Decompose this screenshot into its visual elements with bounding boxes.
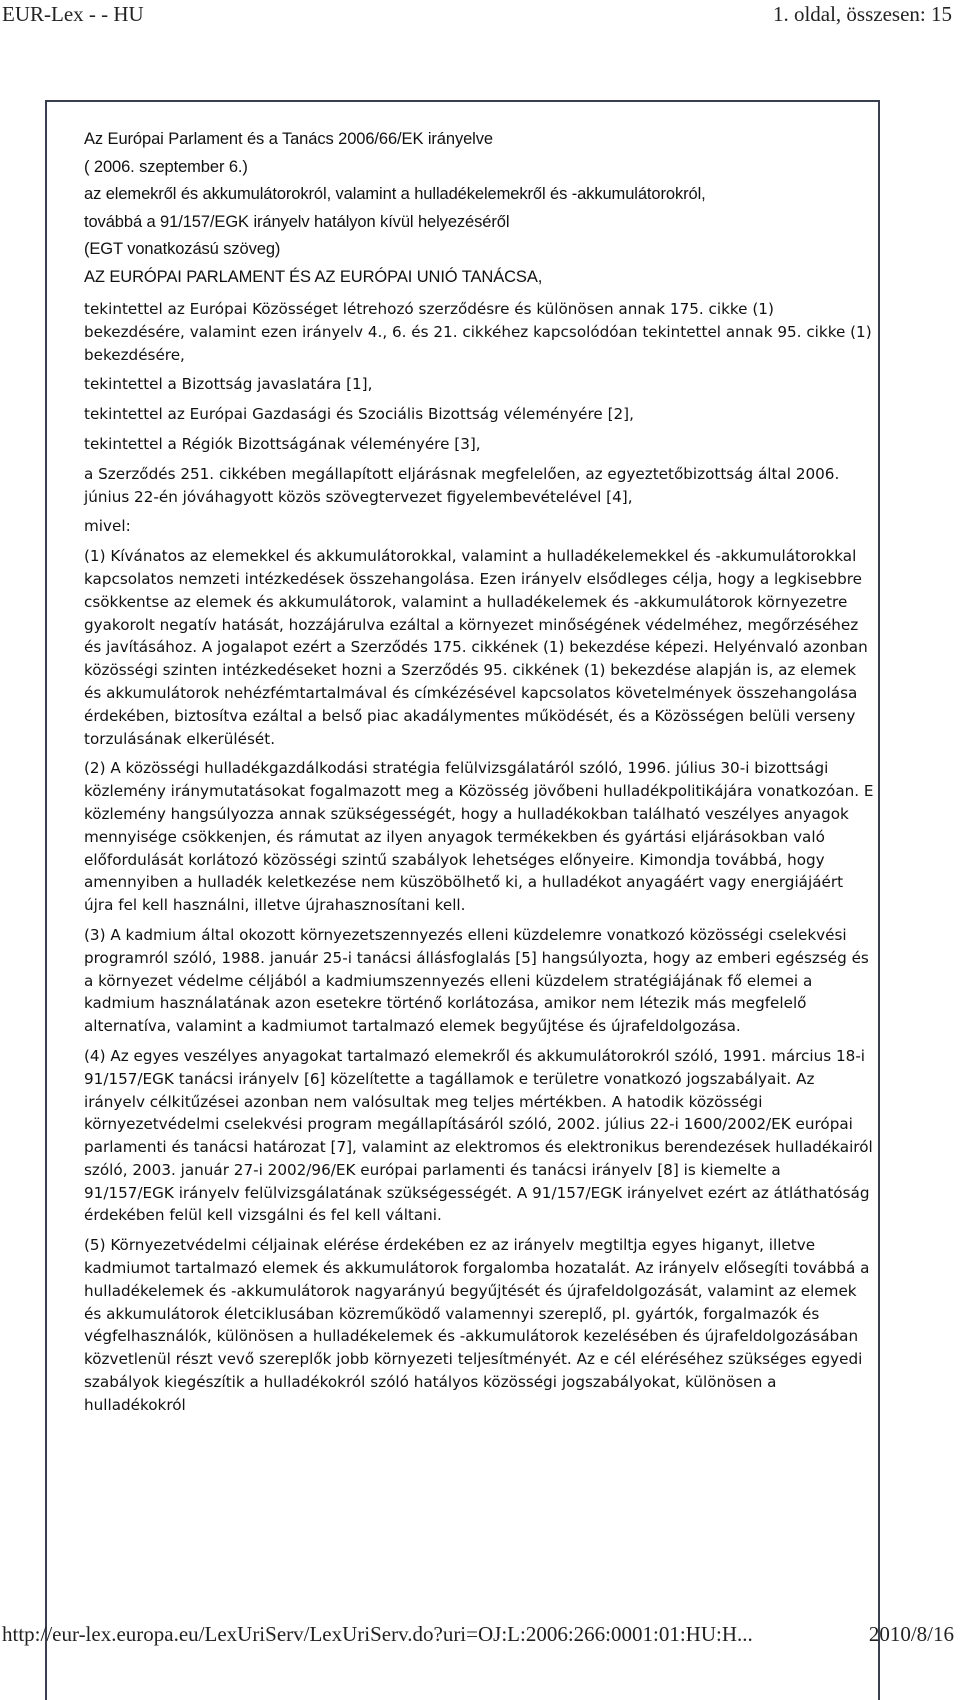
document-title: Az Európai Parlament és a Tanács 2006/66/EK irányelve	[84, 130, 493, 148]
citation: a Szerződés 251. cikkében megállapított eljárásnak megfelelően, az egyeztetőbizottság által 2006. június 22-én jóváhagyott közös szövegtervezet figyelembevételével [4],	[84, 464, 840, 506]
citation: tekintettel a Bizottság javaslatára [1],	[84, 375, 373, 394]
recital-5: (5) Környezetvédelmi céljainak elérése érdekében ez az irányelv megtiltja egyes higanyt, illetve kadmiumot tartalmazó elemek és akkumulátorok forgalomba hozatalát. Az irányelv elősegíti továbbá a hulladékelemek és -akkumulátorok nagyarányú begyűjtését és újrafeldolgozását, valamint az elemek és akkumulátorok életciklusában közreműködő valamennyi szereplő, pl. gyártók, forgalmazók és végfelhasználók, különösen a hulladékelemek és -akkumulátorok kezelésében és újrafeldolgozásában közvetlenül részt vevő szereplők jobb környezeti teljesítményét. Az e cél eléréséhez szükséges egyedi szabályok kiegészítik a hulladékokról szóló hatályos közösségi jogszabályokat, különösen a hulladékokról	[84, 1236, 870, 1414]
document-subject-line-2: továbbá a 91/157/EGK irányelv hatályon kívül helyezéséről	[84, 212, 510, 231]
print-header-page-count: 1. oldal, összesen: 15	[772, 2, 952, 26]
document-date: ( 2006. szeptember 6.)	[84, 157, 248, 176]
print-footer	[0, 1622, 960, 1652]
enacting-authority: AZ EURÓPAI PARLAMENT ÉS AZ EURÓPAI UNIÓ TANÁCSA,	[84, 267, 543, 286]
print-header	[0, 0, 960, 30]
recital-1: (1) Kívánatos az elemekkel és akkumulátorokkal, valamint a hulladékelemekkel és -akkumulátorokkal kapcsolatos nemzeti intézkedések összehangolása. Ezen irányelv elsődleges célja, hogy a legkisebbre csökkentse az elemek és akkumulátorok, valamint a hulladékelemek és -akkumulátorok környezetre gyakorolt negatív hatását, hozzájárulva ezáltal a környezet minőségének védelméhez, megőrzéséhez és javításához. A jogalapot ezért a Szerződés 175. cikkének (1) bekezdése képezi. Helyénvaló azonban közösségi szinten intézkedéseket hozni a Szerződés 95. cikkének (1) bekezdése alapján is, az elemek és akkumulátorok nehézfémtartalmával és címkézésével kapcsolatos követelmények összehangolása érdekében, biztosítva ezáltal a belső piac akadálymentes működését, és a Közösségen belüli verseny torzulásának elkerülését.	[84, 547, 868, 748]
citation: tekintettel a Régiók Bizottságának véleményére [3],	[84, 434, 481, 453]
document-content	[84, 126, 874, 1417]
citation: tekintettel az Európai Közösséget létrehozó szerződésre és különösen annak 175. cikke (1) bekezdésére, valamint ezen irányelv 4., 6. és 21. cikkéhez kapcsolódóan tekintettel annak 95. cikke (1) bekezdésére,	[84, 300, 872, 364]
document-heading	[84, 126, 874, 291]
print-footer-url: http://eur-lex.europa.eu/LexUriServ/LexUriServ.do?uri=OJ:L:2006:266:0001:01:HU:H...	[2, 1622, 753, 1646]
citation: tekintettel az Európai Gazdasági és Szociális Bizottság véleményére [2],	[84, 405, 634, 424]
eea-relevance: (EGT vonatkozású szöveg)	[84, 240, 281, 258]
print-header-title: EUR-Lex - - HU	[2, 2, 144, 26]
recital-4: (4) Az egyes veszélyes anyagokat tartalmazó elemekről és akkumulátorokról szóló, 1991. március 18-i 91/157/EGK tanácsi irányelv [6] közelítette a tagállamok e területre vonatkozó jogszabályait. Az irányelv célkitűzései azonban nem valósultak meg teljes mértékben. A hatodik közösségi környezetvédelmi cselekvési program megállapításáról szóló, 2002. július 22-i 1600/2002/EK európai parlamenti és tanácsi határozat [7], valamint az elektromos és elektronikus berendezések hulladékairól szóló, 2003. január 27-i 2002/96/EK európai parlamenti és tanácsi irányelv [8] is kiemelte a 91/157/EGK irányelv felülvizsgálatának szükségességét. A 91/157/EGK irányelvet ezért az átláthatóság érdekében felül kell vizsgálni és fel kell váltani.	[84, 1046, 873, 1225]
recital-3: (3) A kadmium által okozott környezetszennyezés elleni küzdelemre vonatkozó közösségi cselekvési programról szóló, 1988. január 25-i tanácsi állásfoglalás [5] hangsúlyozta, hogy az emberi egészség és a környezet védelme céljából a kadmiumszennyezés elleni küzdelem stratégiájának fő elemei a kadmium használatának azon esetekre történő korlátozása, amikor nem létezik más megfelelő alternatíva, valamint a kadmiumot tartalmazó elemek begyűjtése és újrafeldolgozása.	[84, 925, 869, 1036]
whereas-label: mivel:	[84, 517, 131, 536]
recital-2: (2) A közösségi hulladékgazdálkodási stratégia felülvizsgálatáról szóló, 1996. július 30-i bizottsági közlemény iránymutatásokat fogalmazott meg a Közösség jövőbeni hulladékpolitikájára vonatkozóan. E közlemény hangsúlyozza annak szükségességét, hogy a hulladékokban található veszélyes anyagok mennyisége csökkenjen, és rámutat az ilyen anyagok termékekben és gyártási eljárásokban való előfordulását korlátozó közösségi szintű szabályok lehetséges előnyeire. Kimondja továbbá, hogy amennyiben a hulladék keletkezése nem küszöbölhető ki, a hulladékot anyagáért vagy energiájáért újra fel kell használni, illetve újrahasznosítani kell.	[84, 759, 874, 915]
document-subject-line-1: az elemekről és akkumulátorokról, valamint a hulladékelemekről és -akkumulátorokról,	[84, 185, 706, 203]
print-footer-date: 2010/8/16	[868, 1622, 954, 1646]
